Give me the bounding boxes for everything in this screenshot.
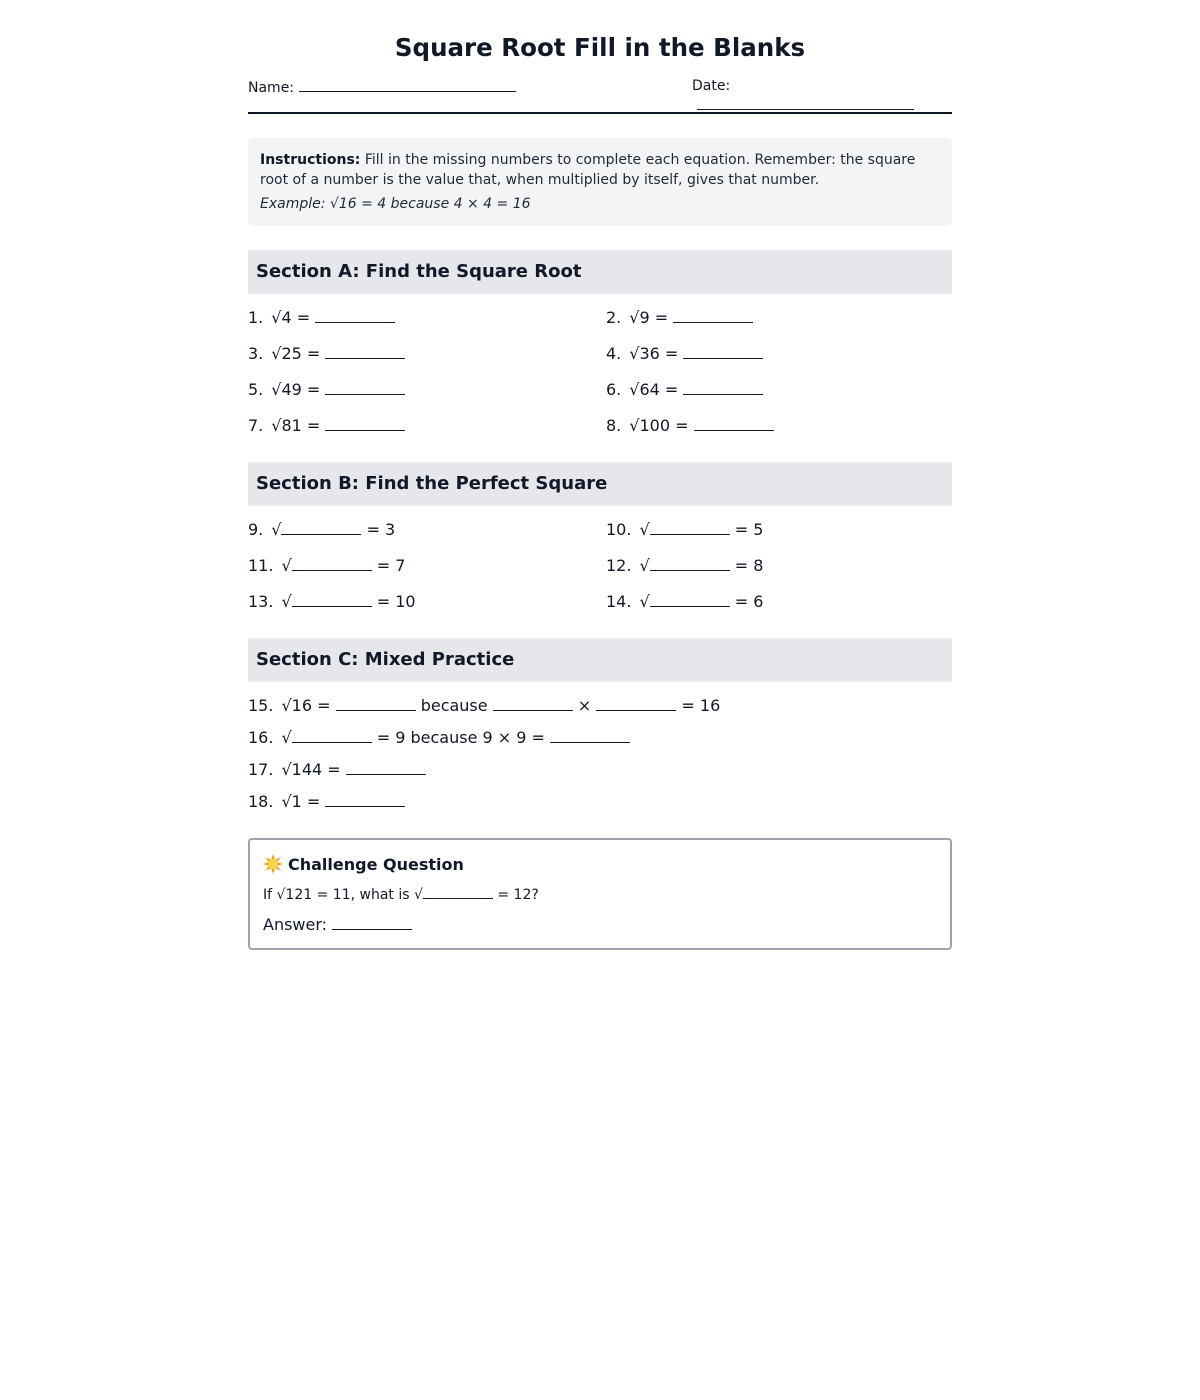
answer-blank[interactable]	[292, 590, 372, 607]
question-11	[248, 554, 405, 577]
question-number: 13.	[248, 592, 274, 611]
question-12	[606, 554, 763, 577]
answer-blank[interactable]	[650, 590, 730, 607]
challenge-question-post: = 12?	[497, 887, 539, 903]
challenge-title-text: Challenge Question	[288, 855, 464, 874]
question-13	[248, 590, 416, 613]
question-3	[248, 342, 405, 365]
question-expression: √144 =	[281, 760, 341, 779]
question-14	[606, 590, 763, 613]
question-2	[606, 306, 753, 329]
factor-blank-1[interactable]	[493, 694, 573, 711]
radical-sign: √	[639, 556, 650, 575]
instructions-text	[260, 150, 940, 190]
challenge-question-pre: If √121 = 11, what is √	[263, 887, 423, 903]
challenge-question	[263, 884, 539, 905]
question-result: = 6	[734, 592, 764, 611]
question-result: = 16	[681, 696, 721, 715]
page-title: Square Root Fill in the Blanks	[394, 33, 806, 62]
question-number: 5.	[248, 380, 264, 399]
radical-sign: √	[271, 520, 282, 539]
date-field	[692, 77, 952, 115]
answer-blank[interactable]	[673, 306, 753, 323]
name-date-row	[248, 77, 952, 97]
question-number: 6.	[606, 380, 622, 399]
question-expression: √100 =	[629, 416, 689, 435]
question-number: 3.	[248, 344, 264, 363]
answer-blank[interactable]	[325, 790, 405, 807]
question-expression: √4 =	[271, 308, 311, 327]
header-divider	[248, 112, 952, 114]
instructions-example: Example: √16 = 4 because 4 × 4 = 16	[260, 196, 531, 212]
question-expression: √1 =	[281, 792, 321, 811]
radical-sign: √	[281, 592, 292, 611]
question-expression: √49 =	[271, 380, 321, 399]
question-number: 16.	[248, 728, 274, 747]
answer-blank[interactable]	[292, 726, 372, 743]
question-number: 1.	[248, 308, 264, 327]
challenge-answer-blank[interactable]	[332, 913, 412, 930]
challenge-box	[248, 838, 952, 950]
question-expression: √16 =	[281, 696, 331, 715]
question-result: = 8	[734, 556, 764, 575]
question-7	[248, 414, 405, 437]
radical-sign: √	[281, 556, 292, 575]
question-expression: √64 =	[629, 380, 679, 399]
question-4	[606, 342, 763, 365]
answer-blank[interactable]	[336, 694, 416, 711]
answer-blank[interactable]	[346, 758, 426, 775]
question-10	[606, 518, 763, 541]
multiply-sign: ×	[577, 696, 592, 715]
question-15	[248, 694, 720, 717]
name-field	[248, 77, 516, 97]
challenge-answer	[263, 913, 412, 936]
radical-sign: √	[639, 520, 650, 539]
question-number: 17.	[248, 760, 274, 779]
question-16	[248, 726, 630, 749]
star-icon	[263, 854, 283, 874]
question-number: 7.	[248, 416, 264, 435]
radical-sign: √	[639, 592, 650, 611]
answer-blank[interactable]	[650, 554, 730, 571]
question-5	[248, 378, 405, 401]
question-number: 8.	[606, 416, 622, 435]
question-number: 2.	[606, 308, 622, 327]
date-blank[interactable]	[697, 95, 914, 110]
answer-blank[interactable]	[281, 518, 361, 535]
question-8	[606, 414, 774, 437]
section-a-header: Section A: Find the Square Root	[248, 250, 952, 294]
answer-blank[interactable]	[325, 414, 405, 431]
challenge-blank[interactable]	[423, 884, 493, 899]
answer-blank[interactable]	[315, 306, 395, 323]
answer-blank[interactable]	[292, 554, 372, 571]
question-expression: √9 =	[629, 308, 669, 327]
answer-blank[interactable]	[694, 414, 774, 431]
question-connector: because	[420, 696, 488, 715]
question-result: = 10	[376, 592, 416, 611]
question-6	[606, 378, 763, 401]
instructions-label: Instructions:	[260, 152, 361, 168]
question-18	[248, 790, 405, 813]
section-b-header: Section B: Find the Perfect Square	[248, 462, 952, 506]
question-number: 12.	[606, 556, 632, 575]
instructions-box	[248, 138, 952, 226]
question-number: 9.	[248, 520, 264, 539]
date-label: Date:	[692, 78, 731, 94]
question-number: 14.	[606, 592, 632, 611]
answer-label: Answer:	[263, 915, 328, 934]
factor-blank-2[interactable]	[596, 694, 676, 711]
question-1	[248, 306, 395, 329]
question-number: 11.	[248, 556, 274, 575]
question-expression: √25 =	[271, 344, 321, 363]
question-expression: √81 =	[271, 416, 321, 435]
section-c-header: Section C: Mixed Practice	[248, 638, 952, 682]
question-result: = 7	[376, 556, 406, 575]
answer-blank[interactable]	[325, 378, 405, 395]
answer-blank[interactable]	[650, 518, 730, 535]
product-blank[interactable]	[550, 726, 630, 743]
answer-blank[interactable]	[683, 378, 763, 395]
question-result: = 3	[366, 520, 396, 539]
question-result: = 5	[734, 520, 764, 539]
name-blank[interactable]	[299, 77, 516, 92]
challenge-title	[263, 854, 464, 876]
question-number: 4.	[606, 344, 622, 363]
question-17	[248, 758, 426, 781]
question-number: 18.	[248, 792, 274, 811]
question-number: 15.	[248, 696, 274, 715]
question-number: 10.	[606, 520, 632, 539]
question-9	[248, 518, 395, 541]
answer-blank[interactable]	[325, 342, 405, 359]
name-label: Name:	[248, 80, 295, 96]
question-connector: = 9 because 9 × 9 =	[376, 728, 545, 747]
question-expression: √36 =	[629, 344, 679, 363]
instructions-body: Fill in the missing numbers to complete each equation. Remember: the square root of a number is the value that, when multiplied by itself, gives that number.	[260, 152, 916, 188]
radical-sign: √	[281, 728, 292, 747]
answer-blank[interactable]	[683, 342, 763, 359]
